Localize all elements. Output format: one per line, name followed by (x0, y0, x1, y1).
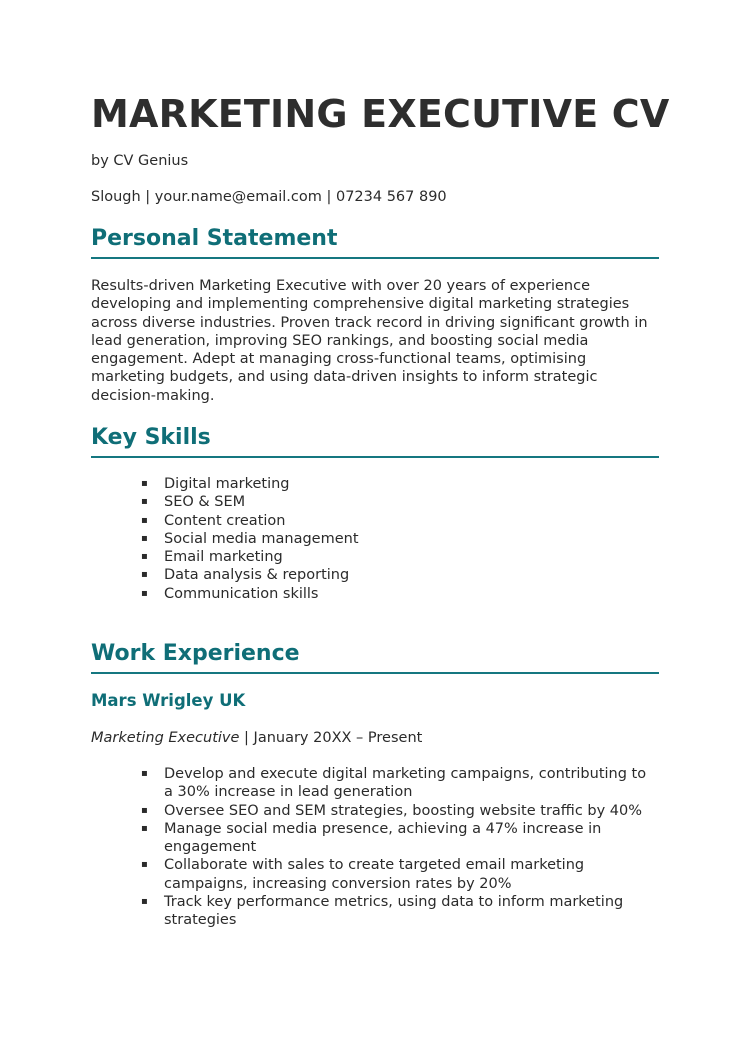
bullet-icon: ▪ (141, 551, 148, 563)
work-experience-heading: Work Experience (91, 640, 659, 674)
skill-item: ▪ SEO & SEM (141, 494, 246, 511)
role-line (91, 730, 422, 746)
separator: | (239, 730, 254, 746)
duty-item: ▪ Oversee SEO and SEM strategies, boosting website traffic by 40% (141, 802, 643, 819)
bullet-icon: ▪ (141, 587, 148, 599)
bullet-icon: ▪ (141, 822, 148, 834)
contact-line: Slough | your.name@email.com | 07234 567 890 (91, 189, 447, 205)
skill-item: ▪ Email marketing (141, 549, 283, 566)
duty-item: ▪ Track key performance metrics, using data to inform marketing strategies (141, 894, 624, 929)
byline: by CV Genius (91, 153, 189, 169)
personal-statement-text: Results-driven Marketing Executive with over 20 years of experience developing and implementing comprehensive digital marketing strategies across diverse industries. Proven track record in driving significant growth in lead generation, improving SEO rankings, and boosting social media engagement. Adept at managing cross-functional teams, optimising marketing budgets, and using data-driven insights to inform strategic decision-making. (91, 278, 648, 404)
job-title: Marketing Executive (91, 730, 240, 746)
key-skills-heading: Key Skills (91, 424, 659, 458)
bullet-icon: ▪ (141, 496, 148, 508)
duty-item: ▪ Collaborate with sales to create targeted email marketing campaigns, increasing conversion rates by 20% (141, 857, 585, 892)
skill-item: ▪ Data analysis & reporting (141, 567, 350, 584)
skill-item: ▪ Digital marketing (141, 476, 290, 492)
company-name: Mars Wrigley UK (91, 691, 246, 710)
duty-item: ▪ Manage social media presence, achieving a 47% increase in engagement (141, 820, 602, 856)
skill-item: ▪ Social media management (141, 530, 359, 547)
bullet-icon: ▪ (141, 478, 148, 489)
bullet-icon: ▪ (141, 569, 148, 581)
duty-item: ▪ Develop and execute digital marketing campaigns, contributing to a 30% increase in lead generation (141, 766, 647, 801)
bullet-icon: ▪ (141, 896, 148, 908)
cv-title: MARKETING EXECUTIVE CV (91, 92, 670, 136)
bullet-icon: ▪ (141, 859, 148, 871)
bullet-icon: ▪ (141, 514, 148, 526)
personal-statement-heading: Personal Statement (91, 225, 659, 259)
skill-item: ▪ Content creation (141, 512, 286, 529)
bullet-icon: ▪ (141, 768, 148, 779)
skill-item: ▪ Communication skills (141, 585, 319, 602)
bullet-icon: ▪ (141, 804, 148, 816)
job-duties-list (91, 765, 659, 930)
key-skills-list (91, 475, 659, 603)
job-dates: January 20XX – Present (253, 730, 423, 746)
bullet-icon: ▪ (141, 532, 148, 544)
